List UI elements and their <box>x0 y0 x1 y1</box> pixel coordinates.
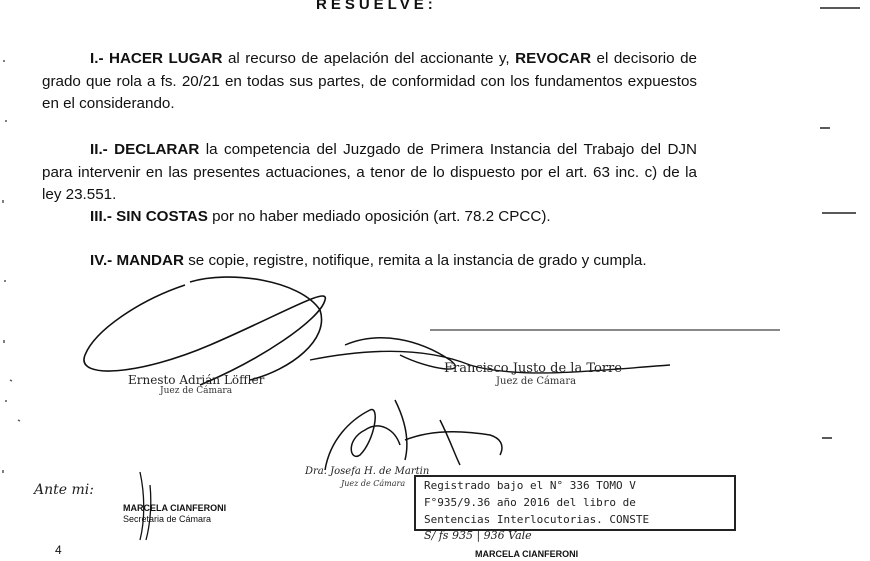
paragraph-i-bold-revocar: REVOCAR <box>515 50 592 67</box>
judge-left-title: Juez de Cámara <box>160 386 233 396</box>
paragraph-iv-number: IV.- <box>90 252 113 269</box>
secretary-name: MARCELA CIANFERONI <box>123 503 227 513</box>
judge-right-name: Francisco Justo de la Torre <box>444 361 622 376</box>
secretary-name-bottom: MARCELA CIANFERONI <box>475 549 579 559</box>
handwritten-ante-mi: Ante mi: <box>34 482 94 498</box>
judge-center-title: Juez de Cámara <box>341 479 406 488</box>
signature-left-scribble <box>84 277 325 385</box>
signature-center-scribble <box>325 400 502 470</box>
judge-right-title: Juez de Cámara <box>496 376 577 387</box>
paragraph-iii-text: por no haber mediado oposición (art. 78.2 CPCC). <box>207 208 551 225</box>
stamp-line-1: Registrado bajo el N° 336 TOMO V <box>424 479 636 492</box>
paragraph-iii-number: III.- <box>90 208 112 225</box>
paragraph-iv-bold-mandar: MANDAR <box>116 252 184 269</box>
stamp-handwritten-note: S/ fs 935 | 936 Vale <box>424 529 532 542</box>
registration-stamp <box>414 475 736 531</box>
paragraph-i-text-1: al recurso de apelación del accionante y, <box>222 50 510 67</box>
paragraph-iv-text: se copie, registre, notifique, remita a la instancia de grado y cumpla. <box>183 252 647 269</box>
paragraph-iii-bold-sin-costas: SIN COSTAS <box>116 208 208 225</box>
left-border-speckle <box>3 60 20 473</box>
secretary-title: Secretaria de Cámara <box>123 514 212 524</box>
paragraph-i-number: I.- <box>90 50 104 67</box>
paragraph-ii-bold-declarar: DECLARAR <box>114 141 200 158</box>
paragraph-i-bold-hacer-lugar: HACER LUGAR <box>108 50 223 67</box>
paragraph-ii-number: II.- <box>90 141 108 158</box>
judge-left-name: Ernesto Adrián Löffler <box>128 373 265 387</box>
resuelve-heading: RESUELVE: <box>316 0 437 13</box>
stamp-line-2: F°935/9.36 año 2016 del libro de <box>424 496 636 509</box>
stamp-line-3: Sentencias Interlocutorias. CONSTE <box>424 513 650 526</box>
paragraph-ii-text: la competencia del Juzgado de Primera Instancia del Trabajo del DJN para intervenir en las presentes actuaciones, a tenor de lo dispuesto por el art. 63 inc. c) de la ley 23.551. <box>42 141 697 203</box>
page-number: 4 <box>55 543 62 557</box>
paragraph-i-text-2: el decisorio de grado que rola a fs. 20/21 en todas sus partes, de conformidad con los fundamentos expuestos en el considerando. <box>42 50 697 112</box>
judge-center-name: Dra. Josefa H. de Martin <box>305 466 430 477</box>
